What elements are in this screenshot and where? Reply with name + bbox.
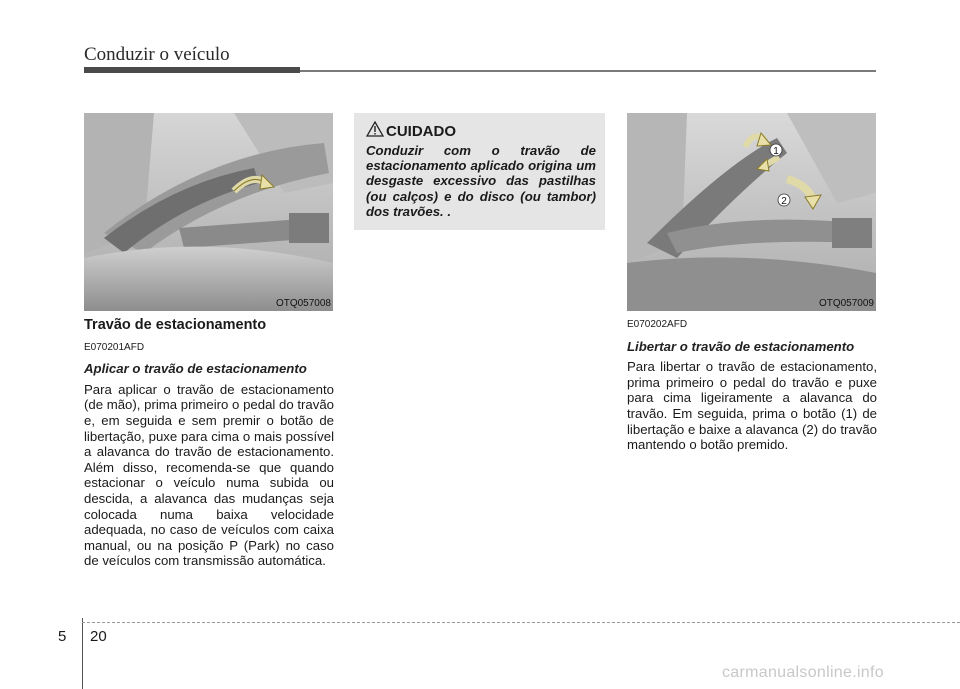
header-bar <box>84 67 300 73</box>
photo-release-brake <box>627 113 876 311</box>
subheading: Libertar o travão de estacionamento <box>627 338 855 354</box>
reference-code: E070202AFD <box>627 319 688 330</box>
page-number: 20 <box>90 628 107 645</box>
body-text: Para aplicar o travão de estacionamento (de mão), prima primeiro o pedal do travão e, em seguida e sem premir o botão de libertação, puxe para cima o mais possível a alavanca do travão de estacionamento. Além disso, recomenda-se que quando estacionar o veículo numa subida ou descida, a alavanca das mudanças seja colocada numa baixa velocidade adequada, no caso de veículos com caixa manual, ou na posição P (Park) no caso de veículos com transmissão automática. <box>84 381 334 569</box>
warning-triangle-icon <box>366 121 384 137</box>
caution-title: CUIDADO <box>386 123 456 140</box>
subheading: Aplicar o travão de estacionamento <box>84 361 307 377</box>
header-rule <box>300 70 876 72</box>
handbrake-release-illustration <box>627 113 876 311</box>
section-title: Travão de estacionamento <box>84 317 267 333</box>
reference-code: E070201AFD <box>84 341 145 353</box>
left-column <box>84 318 334 569</box>
photo-apply-brake <box>84 113 333 311</box>
callout-2: 2 <box>781 196 787 207</box>
handbrake-illustration <box>84 113 333 311</box>
callout-1: 1 <box>773 146 779 157</box>
watermark: carmanualsonline.info <box>722 664 884 681</box>
caution-text: Conduzir com o travão de estacionamento aplicado origina um desgaste excessivo das pastilhas (ou calços) e do disco (ou tambor) dos travões. . <box>366 143 596 219</box>
page-header-title: Conduzir o veículo <box>84 44 230 65</box>
right-column <box>627 317 877 453</box>
image-code: OTQ057008 <box>275 298 331 309</box>
image-code: OTQ057009 <box>818 298 874 309</box>
footer-divider <box>82 618 83 689</box>
caution-box <box>354 113 605 230</box>
chapter-number: 5 <box>58 628 67 645</box>
footer-rule <box>82 622 960 623</box>
body-text: Para libertar o travão de estacionamento, prima primeiro o pedal do travão e puxe para cima ligeiramente a alavanca do travão. Em seguida, prima o botão (1) de libertação e baixe a alavanca (2) do travão mantendo o botão premido. <box>627 359 877 453</box>
